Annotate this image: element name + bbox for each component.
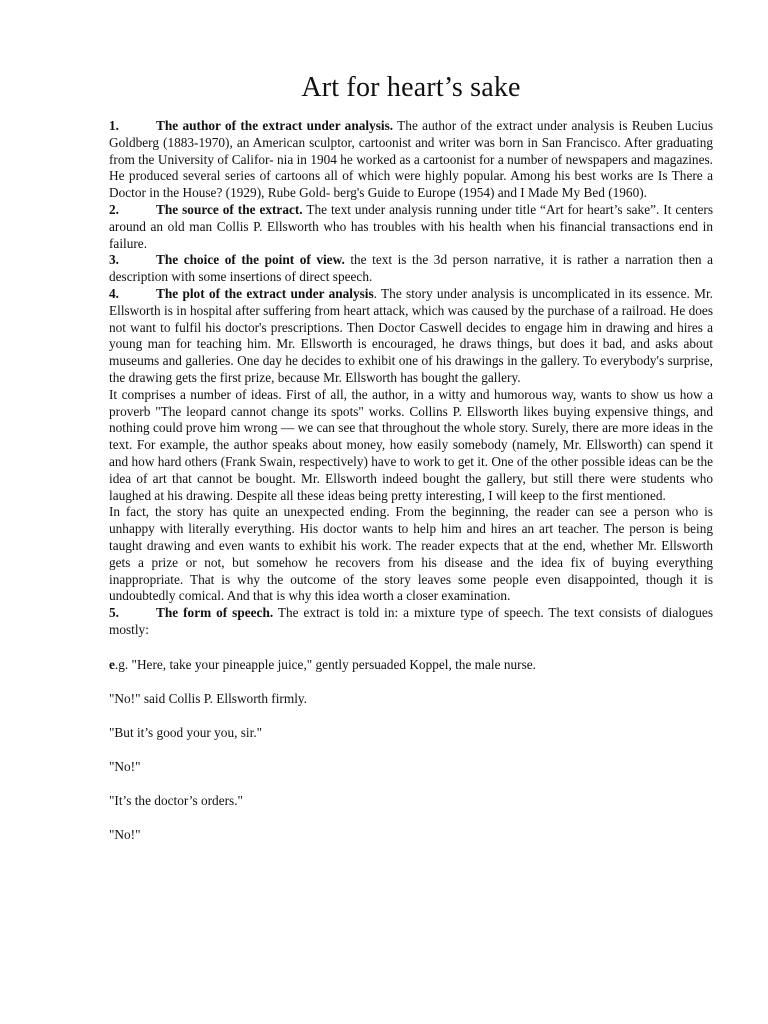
section-form-of-speech <box>109 605 713 639</box>
section-text: . The story under analysis is uncomplicated in its essence. Mr. Ellsworth is in hospital after suffering from heart attack, which was caused by the purchase of a railroad. He does not want to fulfil his doctor's prescriptions. Then Doctor Caswell decides to engage him in drawing and hires a young man for teaching him. Mr. Ellsworth is encouraged, he draws things, but does it bad, and asks about museums and galleries. One day he decides to exhibit one of his drawings in the gallery. To everybody's surprise, the drawing gets the first prize, because Mr. Ellsworth has bought the gallery. <box>109 285 713 385</box>
document-title: Art for heart’s sake <box>301 72 521 103</box>
section-heading: The plot of the extract under analysis <box>156 285 374 301</box>
section-number: 5. <box>109 605 119 621</box>
example-marker: e <box>109 656 115 672</box>
dialogue-examples <box>109 657 713 844</box>
section-text: the text is the 3d person narrative, it is rather a narration then a description with some insertions of direct speech. <box>109 252 714 285</box>
paragraph-ending: In fact, the story has quite an unexpected ending. From the beginning, the reader can see a person who is unhappy with literally everything. His doctor wants to help him and hires an art teacher. The person is being taught drawing and even wants to exhibit his work. The reader expects that at the end, whether Mr. Ellsworth gets a prize or not, but somehow he recovers from his disease and the idea fix of buying everything inappropriate. That is why the outcome of the story leaves some people even disappointed, though it is undoubtedly comical. And that is why this idea worth a closer examination. <box>109 504 713 604</box>
section-source <box>109 202 713 252</box>
dialogue-text: .g. "Here, take your pineapple juice," gently persuaded Koppel, the male nurse. <box>114 656 536 672</box>
document-page <box>109 0 713 861</box>
dialogue-line: "It’s the doctor’s orders." <box>109 792 243 808</box>
dialogue-line: "No!" <box>109 758 141 774</box>
section-number: 2. <box>109 201 119 217</box>
section-heading: The form of speech. <box>156 605 274 621</box>
section-number: 3. <box>109 252 119 268</box>
section-number: 1. <box>109 118 119 133</box>
section-plot <box>109 286 713 387</box>
section-author <box>109 118 713 202</box>
paragraph-ideas: It comprises a number of ideas. First of all, the author, in a witty and humorous way, wants to show us how a proverb "The leopard cannot change its spots" works. Collins P. Ellsworth likes buying expensive things, and nothing could prove him wrong — we can see that throughout the whole story. Surely, there are more ideas in the text. For example, the author speaks about money, how easily somebody (namely, Mr. Ellsworth) can spend it and how hard others (Frank Swain, respectively) have to work to get it. One of the other possible ideas can be the idea of art that cannot be bought. Mr. Ellsworth indeed bought the gallery, but still there were students who laughed at his drawing. Despite all these ideas being pretty interesting, I will keep to the first mentioned. <box>109 386 713 503</box>
document-body <box>109 118 713 639</box>
section-text: The extract is told in: a mixture type of speech. The text consists of dialogues mostly: <box>109 605 713 637</box>
section-heading: The author of the extract under analysis. <box>156 118 394 133</box>
section-point-of-view <box>109 252 713 286</box>
section-number: 4. <box>109 285 119 301</box>
section-heading: The source of the extract. <box>156 201 303 217</box>
dialogue-line: "No!" <box>109 826 141 842</box>
section-text: The text under analysis running under title “Art for heart’s sake”. It centers around an old man Collis P. Ellsworth who has troubles with his health when his financial transactions end in failure. <box>109 201 713 251</box>
dialogue-line: "But it’s good your you, sir." <box>109 724 263 740</box>
dialogue-line: "No!" said Collis P. Ellsworth firmly. <box>109 690 307 706</box>
section-heading: The choice of the point of view. <box>156 252 345 268</box>
section-text: The author of the extract under analysis is Reuben Lucius Goldberg (1883-1970), an American sculptor, cartoonist and writer was born in San Francisco. After graduating from the University of Califor- nia in 1904 he worked as a cartoonist for a number of newspapers and magazines. He produced several series of cartoons all of which were highly popular. Among his best works are Is There a Doctor in the House? (1929), Rube Gold- berg's Guide to Europe (1954) and I Made My Bed (1960). <box>109 118 713 201</box>
dialogue-line <box>109 657 713 674</box>
